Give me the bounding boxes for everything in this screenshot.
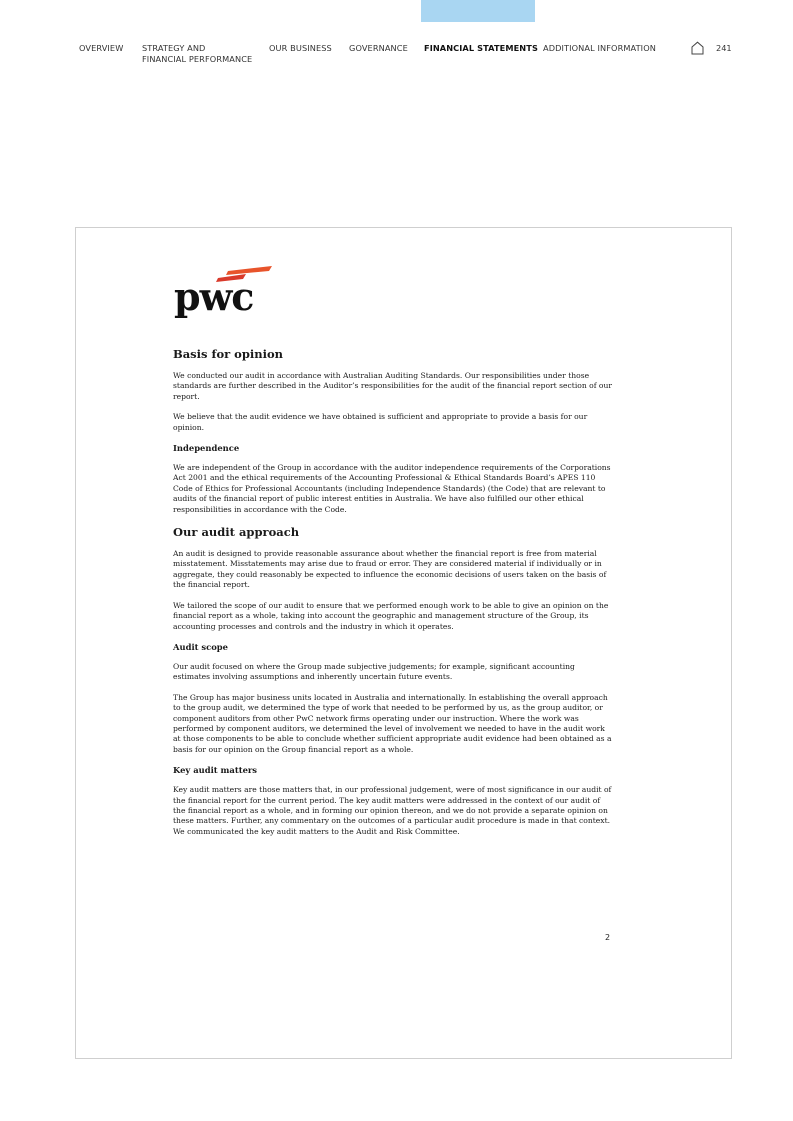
heading-our-audit-approach: Our audit approach: [173, 525, 300, 540]
page-number: 241: [716, 43, 732, 53]
paragraph-basis-1: We conducted our audit in accordance with Australian Auditing Standards. Our responsibilities under those standards are further described in the Auditor’s responsibilities for the audit of the financial report section of our report.: [173, 371, 613, 401]
nav-strategy-line2: FINANCIAL PERFORMANCE: [142, 54, 253, 64]
paragraph-approach-1: An audit is designed to provide reasonable assurance about whether the financial report is free from material misstatement. Misstatements may arise due to fraud or error. They are considered material if individually or in aggregate, they could reasonably be expected to influence the economic decisions of users taken on the basis of the financial report.: [173, 549, 607, 590]
nav-financial-statements[interactable]: FINANCIAL STATEMENTS: [424, 43, 538, 53]
paragraph-scope-2: The Group has major business units located in Australia and internationally. In establishing the overall approach to the group audit, we determined the type of work that needed to be performed by us, as the group auditor, or component auditors from other PwC network firms operating under our instruction. Where the work was performed by component auditors, we determined the level of involvement we needed to have in the audit work at those components to be able to conclude whether sufficient appropriate audit evidence had been obtained as a basis for our opinion on the Group financial report as a whole.: [173, 692, 612, 754]
heading-independence: Independence: [173, 443, 240, 454]
document-content: [173, 347, 613, 847]
paragraph-scope-1: Our audit focused on where the Group made subjective judgements; for example, significant accounting estimates involving assumptions and inherently uncertain future events.: [173, 661, 575, 682]
home-icon[interactable]: [691, 40, 704, 54]
nav-overview[interactable]: OVERVIEW: [79, 43, 124, 53]
nav-additional-information[interactable]: ADDITIONAL INFORMATION: [543, 43, 656, 53]
heading-key-audit-matters: Key audit matters: [173, 765, 258, 776]
paragraph-basis-2: We believe that the audit evidence we have obtained is sufficient and appropriate to provide a basis for our opinion.: [173, 412, 588, 432]
nav-strategy-line1: STRATEGY AND: [142, 43, 206, 53]
nav-our-business[interactable]: OUR BUSINESS: [269, 43, 332, 53]
nav-governance[interactable]: GOVERNANCE: [349, 43, 408, 53]
paragraph-key-audit-matters: Key audit matters are those matters that, in our professional judgement, were of most significance in our audit of the financial report for the current period. The key audit matters were addressed in the context of our audit of the financial report as a whole, and in forming our opinion thereon, and we do not provide a separate opinion on these matters. Further, any commentary on the outcomes of a particular audit procedure is made in that context. We communicated the key audit matters to the Audit and Risk Committee.: [173, 785, 612, 836]
paragraph-independence: We are independent of the Group in accordance with the auditor independence requirements of the Corporations Act 2001 and the ethical requirements of the Accounting Professional & Ethical Standards Board’s APES 110 Code of Ethics for Professional Accountants (including Independence Standards) (the Code) that are relevant to audits of the financial report of public interest entities in Australia. We have also fulfilled our other ethical responsibilities in accordance with the Code.: [173, 463, 611, 514]
top-tab-marker: [421, 0, 535, 22]
top-navigation: [0, 43, 793, 73]
paragraph-approach-2: We tailored the scope of our audit to ensure that we performed enough work to be able to give an opinion on the financial report as a whole, taking into account the geographic and management structure of the Group, its accounting processes and controls and the industry in which it operates.: [173, 600, 609, 631]
nav-strategy-financial-performance[interactable]: [142, 43, 252, 65]
svg-text:pwc: pwc: [174, 274, 254, 318]
document-page-number: 2: [605, 933, 611, 942]
pwc-logo: [174, 266, 274, 318]
heading-basis-for-opinion: Basis for opinion: [173, 347, 284, 361]
heading-audit-scope: Audit scope: [173, 641, 228, 652]
